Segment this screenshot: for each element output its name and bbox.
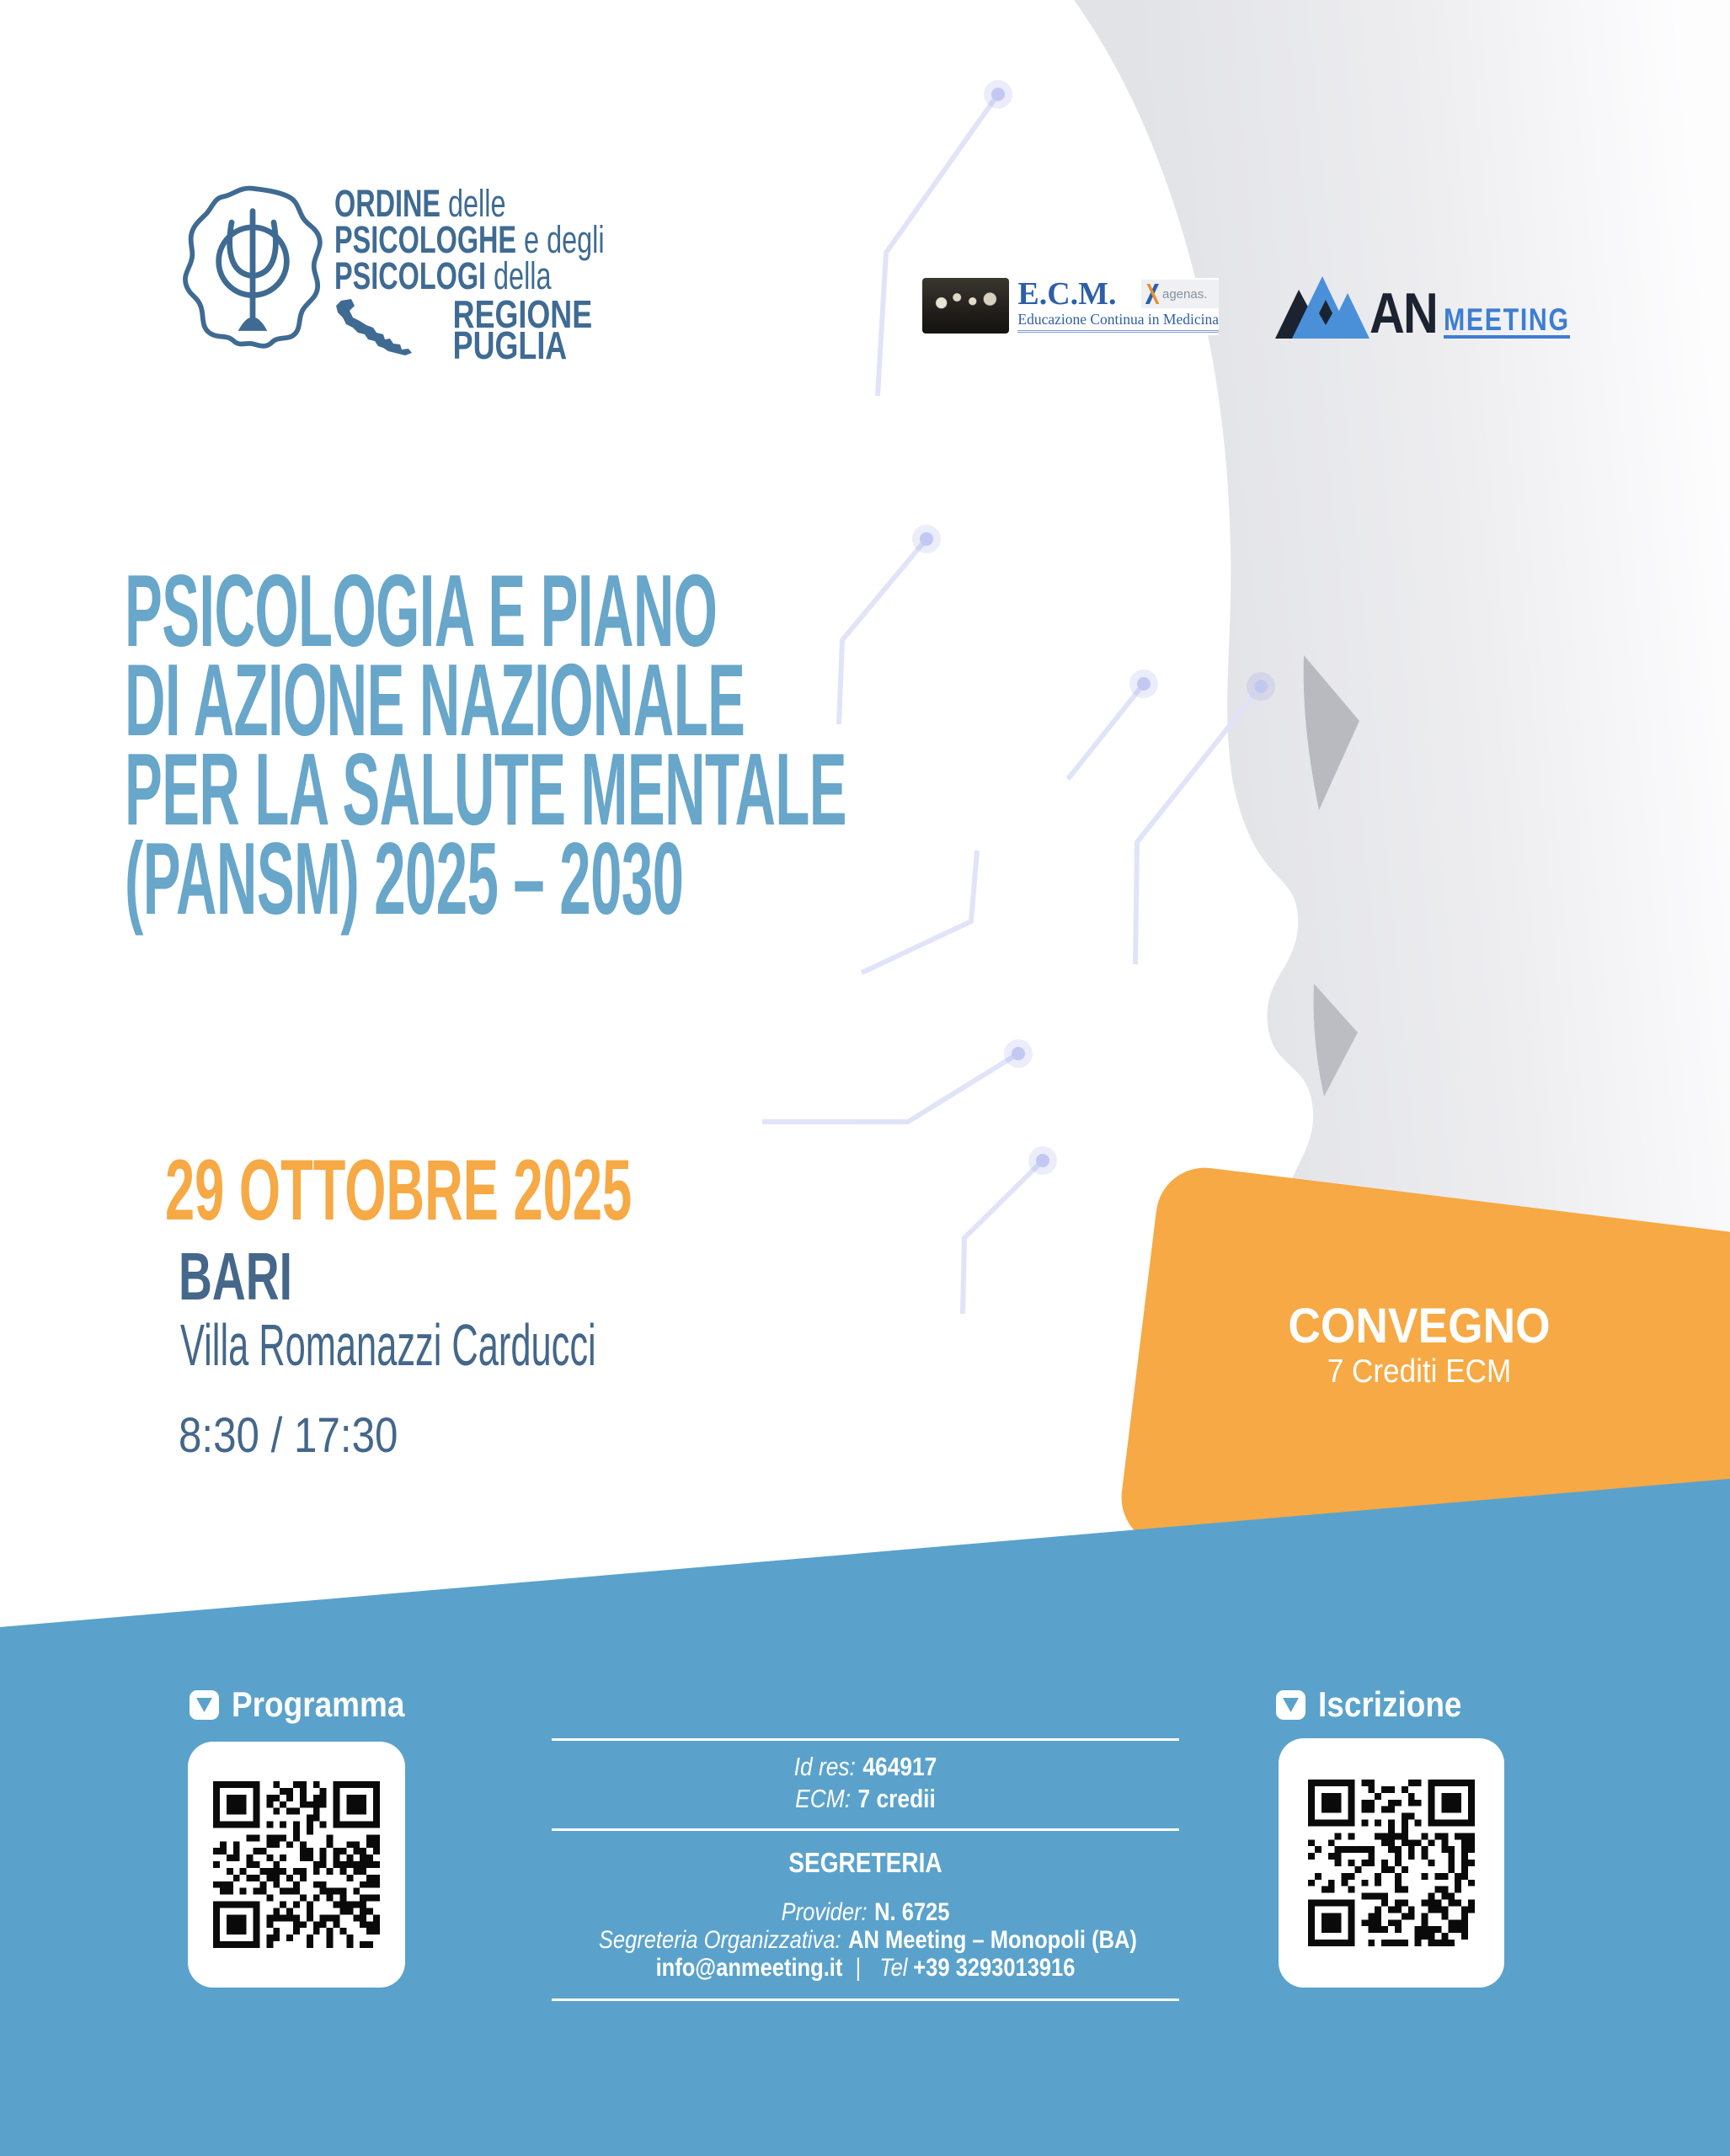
divider-line (552, 1738, 1179, 1741)
programma-label: Programma (232, 1684, 405, 1724)
event-date: 29 OTTOBRE 2025 (165, 1142, 633, 1238)
ecm-painting-image (922, 278, 1009, 334)
convegno-badge-text (1221, 1301, 1617, 1392)
ecm-title: E.C.M. (1017, 276, 1117, 312)
an-logo-text: AN (1370, 281, 1438, 345)
email-text: info@anmeeting.it (655, 1954, 843, 1982)
title-line-4: (PANSM) 2025 – 2030 (125, 821, 684, 936)
event-city: BARI (179, 1239, 292, 1314)
divider-line (552, 1828, 1179, 1831)
ecm-credits-line: ECM: 7 credii (795, 1784, 936, 1813)
agenas-logo (1141, 280, 1219, 308)
org-logo-regione: REGIONE (452, 292, 593, 336)
title-line-2: DI AZIONE NAZIONALE (125, 643, 745, 757)
org-logo-line3: PSICOLOGI della (334, 254, 552, 297)
psi-head-icon (181, 184, 324, 349)
segreteria-title: SEGRETERIA (788, 1847, 942, 1878)
badge-label: CONVEGNO (1288, 1299, 1551, 1353)
contacts-line: info@anmeeting.it | Tel +39 3293013916 (655, 1954, 1076, 1982)
organizer-line: Segreteria Organizzativa: AN Meeting – Monopoli (BA) (598, 1926, 1137, 1954)
qr-card-programma (188, 1742, 405, 1988)
org-logo-region-block (424, 292, 593, 367)
divider-line (552, 1999, 1179, 2001)
puglia-map-icon (334, 299, 416, 355)
iscrizione-header (1276, 1684, 1482, 1725)
org-logo-text (334, 182, 605, 367)
programma-header (190, 1684, 428, 1725)
provider-line: Provider: N. 6725 (781, 1898, 950, 1926)
an-meeting-logo (1270, 275, 1598, 345)
phone-text: +39 3293013916 (913, 1954, 1076, 1982)
ecm-logo (922, 278, 1219, 335)
event-venue: Villa Romanazzi Carducci (180, 1312, 596, 1378)
iscrizione-label: Iscrizione (1318, 1684, 1462, 1724)
footer-info-column (552, 1726, 1179, 2001)
org-logo-line1: ORDINE delle (334, 182, 506, 225)
qr-code-programma (213, 1781, 380, 1948)
badge-credits: 7 Crediti ECM (1327, 1353, 1512, 1390)
id-res-line: Id res: 464917 (793, 1752, 937, 1781)
agenas-label: agenas. (1162, 286, 1208, 302)
download-icon (190, 1690, 219, 1720)
download-icon (1276, 1690, 1306, 1720)
page-title (125, 553, 1437, 936)
org-logo-puglia: PUGLIA (452, 323, 568, 367)
agenas-icon (1145, 284, 1159, 304)
title-line-1: PSICOLOGIA E PIANO (125, 553, 718, 668)
meeting-logo-text: MEETING (1444, 302, 1570, 337)
event-time: 8:30 / 17:30 (179, 1408, 398, 1463)
title-line-3: PER LA SALUTE MENTALE (125, 732, 847, 846)
ordine-psicologi-puglia-logo (181, 182, 605, 367)
ecm-subtitle: Educazione Continua in Medicina (1017, 310, 1219, 333)
an-meeting-mountains-icon (1270, 275, 1370, 339)
qr-card-iscrizione (1279, 1738, 1504, 1988)
qr-code-iscrizione (1308, 1780, 1475, 1946)
org-logo-line2: PSICOLOGHE e degli (334, 218, 605, 261)
